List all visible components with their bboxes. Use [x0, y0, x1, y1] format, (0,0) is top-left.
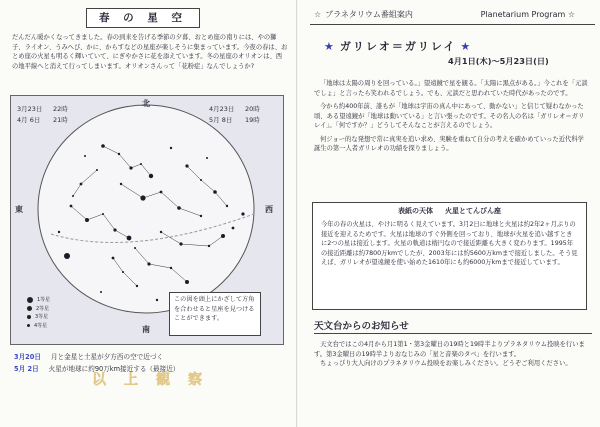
- time-hour: 22時: [53, 105, 68, 113]
- time-row: [17, 104, 68, 115]
- left-page: [0, 0, 297, 427]
- divider: [314, 333, 592, 334]
- feature-text: 今年の春の火星は、やけに明るく見えています。3月2日に地球と火星は約2年2ヶ月ぶりの接近を迎えるためです。火星は地球のすぐ外側を回っており、地球が火星を追い越すときに2つの星は接近します。火星の軌道は楕円なので接近距離も大きく変わります。1995年の接近距離は約7800万kmでしたが、2003年には約5600万kmまで接近しました。そう見えば、ガリレオが望遠鏡を使い始めた1610年にも約6000万kmまで接近しています。: [321, 221, 578, 266]
- notice-paragraph: 天文台ではこの4月から月1第1・第3金曜日の19時と19時半よりプラネタリウム投映を行います。第3金曜日の19時半よりおなじみの「星と音楽のタベ」を行います。: [314, 341, 585, 358]
- time-date: 5月 8日: [209, 116, 233, 124]
- star-icon: ★: [460, 40, 473, 53]
- notice-body: [314, 340, 592, 369]
- mars-mark: [64, 253, 70, 259]
- magnitude-legend: [27, 296, 50, 330]
- time-row: [17, 115, 68, 126]
- time-date: 4月 6日: [17, 116, 41, 124]
- program-header-en: Planetarium Program: [480, 10, 566, 19]
- time-date: 4月23日: [209, 105, 235, 113]
- observation-times-right: [209, 104, 260, 126]
- description-paragraph: 今から約400年前、誰もが「地球は宇宙の真ん中にあって、動かない」と信じて疑わなかった頃、ある望遠鏡が「地球は動いている」と言い張ったのです。その名人の名は「ガリレオ＝ガリレイ」。「何ですか？」どうしてそんなことが言えるのでしょう。: [314, 103, 585, 129]
- program-header-en-wrap: [481, 6, 575, 24]
- direction-west: 西: [265, 205, 273, 214]
- star-icon: [27, 297, 33, 303]
- event-text: 月と金星と土星が夕方西の空で近づく: [50, 353, 164, 361]
- feature-title-right: 火星とてんびん座: [445, 207, 501, 215]
- event-date: 5月 2日: [14, 365, 39, 373]
- time-date: 3月23日: [17, 105, 43, 113]
- program-header-jp: プラネタリウム番組案内: [325, 10, 413, 19]
- legend-label: 3等星: [35, 314, 49, 320]
- star-icon: ☆: [314, 10, 322, 19]
- legend-label: 1等星: [37, 297, 51, 303]
- time-hour: 20時: [245, 105, 260, 113]
- event-item: [14, 351, 294, 363]
- feature-title: [321, 206, 578, 216]
- legend-item: [27, 322, 50, 331]
- legend-label: 2等星: [36, 305, 50, 312]
- time-row: [209, 115, 260, 126]
- star-map: [10, 95, 284, 345]
- show-title-text: ガリレオ＝ガリレイ: [339, 40, 457, 53]
- direction-south: 南: [142, 325, 150, 334]
- observation-times-left: [17, 104, 68, 126]
- time-hour: 19時: [245, 116, 260, 124]
- star-icon: ☆: [567, 10, 575, 19]
- time-hour: 21時: [53, 116, 68, 124]
- right-page: [298, 0, 600, 427]
- feature-title-left: 表紙の天体: [398, 207, 433, 215]
- program-header: [310, 6, 595, 25]
- svg-text:以上観察: 以上観察: [92, 372, 220, 388]
- direction-north: 北: [142, 99, 150, 108]
- legend-label: 4等星: [34, 322, 48, 329]
- intro-text: だんだん暖かくなってきました。春の到来を告げる季節の夕暮、おとめ座の南りには、やの獅子、ライオン、うみへび、かに、からすなどの星座が楽しそうに集まっています。今夜の春は、おとめ座の火星も明るく輝いていて、にぎやかさに花を添えています。冬の星座のオリオンは、西の地平線へと消えて行ってしまいます。オリオンさんって「花粉症」なんでしょうか?: [12, 34, 288, 70]
- direction-east: 東: [15, 205, 23, 214]
- star-icon: [27, 324, 30, 327]
- star-icon: ★: [324, 40, 336, 53]
- spring-sky-title: 春 の 星 空: [86, 8, 200, 28]
- legend-item: [27, 305, 50, 314]
- time-row: [209, 104, 260, 115]
- cover-feature-box: [312, 202, 587, 310]
- description-paragraph: 「地球は太陽の周りを回っている。」望遠鏡で星を観る。「太陽に黒点がある。」今これを「元談でしょ」と言ったら笑われるでしょう。でも、元談だと思われていた時代があったのです。: [314, 80, 588, 97]
- event-text: 火星が地球に約90万km接近する（最接近）: [48, 365, 180, 373]
- event-date: 3月20日: [14, 353, 41, 361]
- legend-item: [27, 313, 50, 322]
- show-title: [320, 38, 476, 54]
- legend-item: [27, 296, 50, 305]
- notice-heading: 天文台からのお知らせ: [314, 321, 409, 332]
- description-paragraph: 何ジョー的な発想で常に真実を追い求め、実験を重ねて自分の考えを確かめていった近代科学誕生の第一人者ガリレオの功績を探りましょう。: [314, 135, 584, 152]
- show-description: [314, 79, 590, 158]
- usage-note: この図を頭上にかざして方角を合わせると星座を見つけることができます。: [169, 292, 261, 336]
- star-icon: [27, 315, 31, 319]
- star-icon: [27, 306, 32, 311]
- notice-paragraph: ちょっぴり大人向けのプラネタリウム投映をお楽しみください。どうぞご利用ください。: [320, 360, 572, 367]
- stamp-mark: [88, 370, 238, 388]
- show-dates: 4月1日(木)～5月23日(日): [448, 56, 549, 66]
